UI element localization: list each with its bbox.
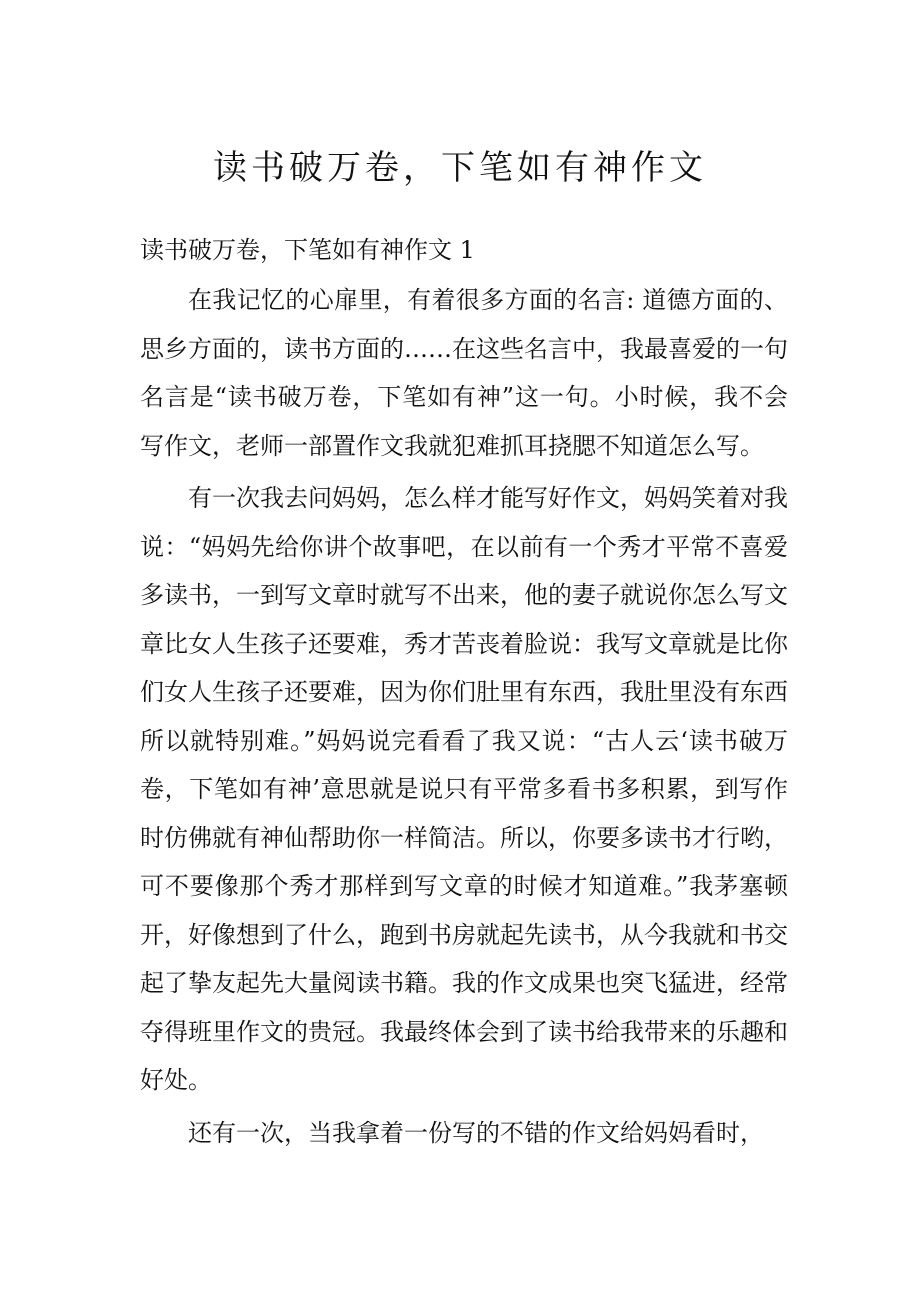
- paragraph-2: 有一次我去问妈妈，怎么样才能写好作文，妈妈笑着对我说：“妈妈先给你讲个故事吧，在以前有一个秀才平常不喜爱多读书，一到写文章时就写不出来，他的妻子就说你怎么写文章比女人生孩子还要难，秀才苦丧着脸说：我写文章就是比你们女人生孩子还要难，因为你们肚里有东西，我肚里没有东西所以就特别难。”妈妈说完看看了我又说：“古人云‘读书破万卷，下笔如有神’意思就是说只有平常多看书多积累，到写作时仿佛就有神仙帮助你一样简洁。所以，你要多读书才行哟，可不要像那个秀才那样到写文章的时候才知道难。”我茅塞顿开，好像想到了什么，跑到书房就起先读书，从今我就和书交起了挚友起先大量阅读书籍。我的作文成果也突飞猛进，经常夺得班里作文的贵冠。我最终体会到了读书给我带来的乐趣和好处。: [140, 484, 788, 1094]
- document-body: [140, 226, 788, 1161]
- paragraph-3: 还有一次，当我拿着一份写的不错的作文给妈妈看时，: [188, 1118, 764, 1147]
- paragraph-1: 在我记忆的心扉里，有着很多方面的名言: 道德方面的、思乡方面的，读书方面的……在这些名言中，我最喜爱的一句名言是“读书破万卷，下笔如有神”这一句。小时候，我不会写作文，老师一部置作文我就犯难抓耳挠腮不知道怎么写。: [140, 286, 788, 460]
- article-subtitle: 读书破万卷，下笔如有神作文 1: [140, 236, 475, 264]
- document-title: 读书破万卷，下笔如有神作文: [213, 148, 707, 188]
